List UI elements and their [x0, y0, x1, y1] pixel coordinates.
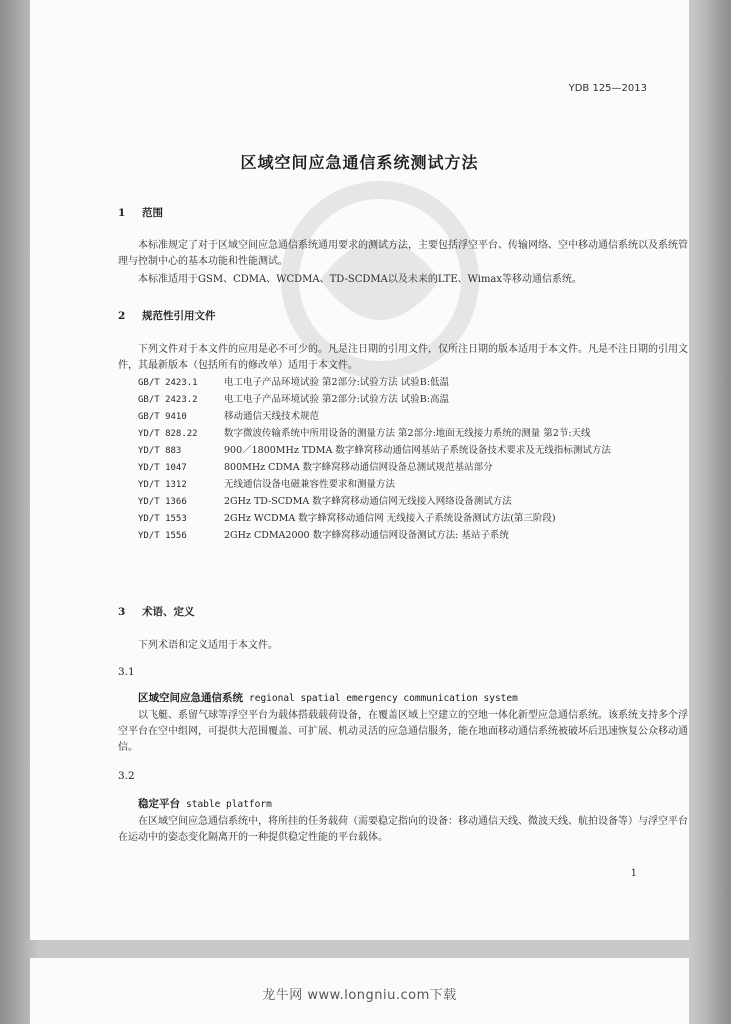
reference-code: GB/T 9410: [138, 412, 187, 422]
reference-code: YD/T 1553: [138, 514, 187, 524]
reference-title: 2GHz CDMA2000 数字蜂窝移动通信网设备测试方法: 基站子系统: [224, 530, 509, 541]
section-title: 术语、定义: [142, 606, 195, 618]
section-3-intro: 下列术语和定义适用于本文件。: [138, 640, 278, 651]
reference-row: [138, 529, 688, 544]
document-code: YDB 125—2013: [568, 83, 647, 94]
reference-row: [138, 376, 688, 391]
reference-code: YD/T 1556: [138, 531, 187, 541]
section-number: 3: [118, 606, 126, 618]
section-1-heading: [118, 205, 163, 220]
reference-code: YD/T 883: [138, 446, 182, 456]
reference-code: YD/T 1047: [138, 463, 187, 473]
term-heading: [138, 796, 272, 811]
section-2-heading: [118, 308, 216, 323]
section-1-paragraph: 本标准适用于GSM、CDMA、WCDMA、TD-SCDMA以及未来的LTE、Wimax等移动通信系统。: [138, 274, 583, 285]
section-title: 规范性引用文件: [142, 310, 216, 322]
term-chinese: 稳定平台: [138, 798, 180, 810]
reference-row: [138, 461, 688, 476]
reference-code: GB/T 2423.2: [138, 395, 198, 405]
section-2-intro: 下列文件对于本文件的应用是必不可少的。凡是注日期的引用文件，仅所注日期的版本适用于本文件。凡是不注日期的引用文件，其最新版本（包括所有的修改单）适用于本文件。: [118, 344, 688, 371]
reference-title: 电工电子产品环境试验 第2部分:试验方法 试验B:高温: [224, 394, 449, 405]
document-page: [30, 0, 689, 940]
reference-title: 数字微波传输系统中所用设备的测量方法 第2部分:地面无线接力系统的测量 第2节:天线: [224, 428, 591, 439]
term-english: regional spatial emergency communication system: [249, 693, 518, 704]
reference-row: [138, 512, 688, 527]
reference-code: YD/T 828.22: [138, 429, 198, 439]
term-english: stable platform: [186, 799, 272, 810]
reference-code: GB/T 2423.1: [138, 378, 198, 388]
reference-title: 无线通信设备电磁兼容性要求和测量方法: [224, 479, 396, 490]
download-source-text[interactable]: 龙牛网 www.longniu.com下载: [262, 988, 457, 1003]
reference-title: 900／1800MHz TDMA 数字蜂窝移动通信网基站子系统设备技术要求及无线指标测试方法: [224, 445, 611, 456]
section-number: 1: [118, 207, 126, 219]
reference-code: YD/T 1312: [138, 480, 187, 490]
section-number: 2: [118, 310, 126, 322]
reference-title: 移动通信天线技术规范: [224, 411, 320, 422]
term-number: 3.1: [118, 666, 135, 678]
section-title: 范围: [142, 207, 163, 219]
page-number: 1: [630, 868, 637, 879]
download-footer: [30, 958, 689, 1024]
term-definition: 在区域空间应急通信系统中，将所挂的任务载荷（需要稳定指向的设备：移动通信天线、微波天线、航拍设备等）与浮空平台在运动中的姿态变化隔离开的一种提供稳定性能的平台载体。: [118, 816, 688, 843]
section-1-paragraph: 本标准规定了对于区域空间应急通信系统通用要求的测试方法，主要包括浮空平台、传输网络、空中移动通信系统以及系统管理与控制中心的基本功能和性能测试。: [118, 240, 688, 267]
document-title: 区域空间应急通信系统测试方法: [240, 153, 479, 172]
term-chinese: 区域空间应急通信系统: [138, 692, 243, 704]
section-3-heading: [118, 604, 195, 619]
reference-title: 2GHz TD-SCDMA 数字蜂窝移动通信网无线接入网络设备测试方法: [224, 496, 512, 507]
reference-title: 800MHz CDMA 数字蜂窝移动通信网设备总测试规范基站部分: [224, 462, 493, 473]
reference-code: YD/T 1366: [138, 497, 187, 507]
reference-row: [138, 478, 688, 493]
reference-title: 2GHz WCDMA 数字蜂窝移动通信网 无线接入子系统设备测试方法(第三阶段): [224, 513, 556, 524]
reference-row: [138, 410, 688, 425]
reference-list: [138, 376, 688, 546]
reference-title: 电工电子产品环境试验 第2部分:试验方法 试验B:低温: [224, 377, 449, 388]
reference-row: [138, 444, 688, 459]
term-number: 3.2: [118, 770, 135, 782]
reference-row: [138, 495, 688, 510]
term-heading: [138, 690, 518, 705]
reference-row: [138, 393, 688, 408]
term-definition: 以飞艇、系留气球等浮空平台为载体搭载载荷设备，在覆盖区域上空建立的空地一体化新型应急通信系统。该系统支持多个浮空平台在空中组网，可提供大范围覆盖、可扩展、机动灵活的应急通信服务，能在地面移动通信系统被破坏后迅速恢复公众移动通信。: [118, 710, 688, 753]
reference-row: [138, 427, 688, 442]
